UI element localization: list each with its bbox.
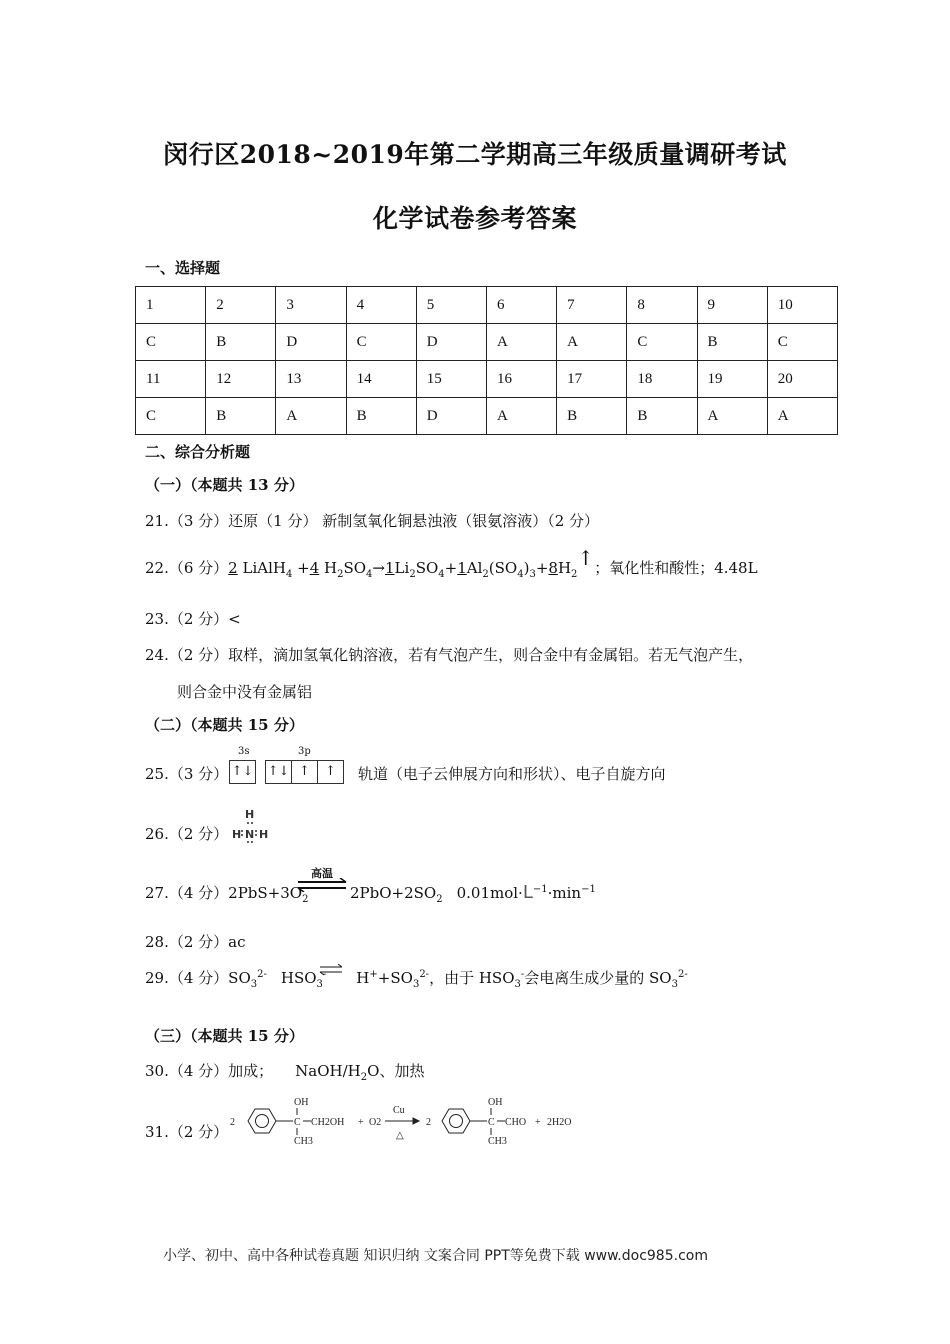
table-cell: 18: [627, 361, 697, 398]
reversible-arrow-icon: [318, 964, 344, 976]
table-cell: 15: [416, 361, 486, 398]
answer-table: [135, 286, 838, 435]
table-cell: 11: [136, 361, 206, 398]
table-cell: 1: [136, 287, 206, 324]
cho-group: CHO: [505, 1117, 527, 1128]
table-cell: B: [206, 324, 276, 361]
oh-label: OH: [488, 1097, 503, 1108]
answer-30: 30.（4 分）加成； NaOH/$H_2O$、加热: [145, 1062, 425, 1083]
table-cell: 17: [557, 361, 627, 398]
table-cell: A: [557, 324, 627, 361]
reaction-condition: 高温: [311, 867, 333, 880]
table-row: [136, 398, 838, 435]
answer-28: 28.（2 分）ac: [145, 933, 246, 951]
table-cell: C: [767, 324, 837, 361]
orbital-box: ↑: [317, 760, 344, 784]
table-cell: 4: [346, 287, 416, 324]
table-row: [136, 361, 838, 398]
part-one-heading: （一）（本题共 13 分）: [145, 476, 304, 494]
section-multiple-choice: 一、选择题: [145, 259, 221, 277]
ammonia-electron-dot-diagram: [228, 806, 272, 844]
oxygen: O2: [369, 1117, 382, 1128]
table-cell: 3: [276, 287, 346, 324]
svg-text:H: H: [259, 828, 269, 841]
orbital-label-3s: 3s: [238, 746, 250, 757]
table-cell: 8: [627, 287, 697, 324]
svg-text:N: N: [245, 828, 255, 841]
footer-text: 小学、初中、高中各种试卷真题 知识归纳 文案合同 PPT等免费下载 www.doc985.com: [163, 1248, 708, 1264]
orbital-box: ↑↓: [265, 760, 292, 784]
benzene-ring-icon: [248, 1108, 311, 1135]
answer-24-line1: 24.（2 分）取样，滴加氢氧化钠溶液，若有气泡产生，则合金中有金属铝。若无气泡产生，: [145, 646, 754, 664]
table-cell: B: [627, 398, 697, 435]
coefficient-left: 2: [230, 1117, 235, 1128]
table-cell: C: [346, 324, 416, 361]
table-cell: D: [416, 398, 486, 435]
table-cell: A: [767, 398, 837, 435]
table-cell: 14: [346, 361, 416, 398]
table-cell: C: [627, 324, 697, 361]
table-cell: 16: [486, 361, 556, 398]
table-cell: 5: [416, 287, 486, 324]
water: 2H2O: [547, 1117, 572, 1128]
plus-sign: +: [535, 1117, 541, 1128]
table-cell: 19: [697, 361, 767, 398]
table-cell: A: [486, 324, 556, 361]
table-cell: 10: [767, 287, 837, 324]
alpha-carbon: C: [488, 1117, 495, 1128]
table-cell: 2: [206, 287, 276, 324]
table-cell: A: [276, 398, 346, 435]
answer-26: 26.（2 分）: [145, 825, 229, 843]
table-row: [136, 324, 838, 361]
exam-title: 闵行区2018~2019年第二学期高三年级质量调研考试: [163, 140, 787, 169]
alpha-carbon: C: [294, 1117, 301, 1128]
part-three-heading: （三）（本题共 15 分）: [145, 1027, 304, 1045]
oh-label: OH: [294, 1097, 309, 1108]
table-cell: B: [557, 398, 627, 435]
oxidation-reaction-diagram: [225, 1094, 585, 1152]
answer-22: 22.（6 分）2 LiAlH$_4$ +4 $H_2SO_4\to 1Li_2SO_4+1Al_2(SO_4)_3+8H_2↑$；氧化性和酸性；4.48L: [145, 546, 758, 580]
orbital-box: ↑↓: [229, 760, 256, 784]
coefficient-right: 2: [426, 1117, 431, 1128]
table-cell: 13: [276, 361, 346, 398]
table-cell: A: [697, 398, 767, 435]
plus-sign: +: [358, 1117, 364, 1128]
orbital-label-3p: 3p: [298, 746, 311, 757]
ch2oh-group: CH2OH: [311, 1117, 345, 1128]
orbital-3s: [229, 760, 255, 784]
section-analysis: 二、综合分析题: [145, 443, 251, 461]
equilibrium-arrow-icon: [296, 878, 348, 892]
heat-symbol: △: [396, 1130, 404, 1141]
gas-arrow-icon: ↑: [577, 546, 595, 570]
ch3-group: CH3: [488, 1136, 507, 1147]
answer-29: 29.（4 分）$SO_3^{2-}$ $HSO_3^-$ $H^++SO_3^{2-}$，由于 $HSO_3^-$会电离生成少量的 $SO_3^{2-}$: [145, 969, 688, 990]
svg-text:H: H: [232, 828, 242, 841]
table-cell: 9: [697, 287, 767, 324]
table-cell: 20: [767, 361, 837, 398]
answer-27-right: $2PbO+2SO_2$ $0.01mol\cdot L^{-1}\cdot\min^{-1}$: [350, 882, 596, 905]
table-cell: B: [697, 324, 767, 361]
answer-23: 23.（2 分）<: [145, 610, 241, 628]
catalyst-label: Cu: [393, 1105, 405, 1116]
table-cell: C: [136, 398, 206, 435]
orbital-3p: [265, 760, 343, 784]
table-cell: 7: [557, 287, 627, 324]
benzene-ring-icon: [442, 1108, 505, 1135]
table-cell: B: [346, 398, 416, 435]
ch3-group: CH3: [294, 1136, 313, 1147]
table-cell: 12: [206, 361, 276, 398]
answer-25-text: 轨道（电子云伸展方向和形状）、电子自旋方向: [358, 765, 666, 783]
answer-24-line2: 则合金中没有金属铝: [177, 683, 313, 701]
table-cell: C: [136, 324, 206, 361]
table-cell: 6: [486, 287, 556, 324]
table-cell: B: [206, 398, 276, 435]
table-cell: A: [486, 398, 556, 435]
answer-25-prefix: 25.（3 分）: [145, 765, 229, 783]
answer-21: 21.（3 分）还原（1 分） 新制氢氧化铜悬浊液（银氨溶液）（2 分）: [145, 512, 600, 530]
table-row: [136, 287, 838, 324]
answer-key-title: 化学试卷参考答案: [372, 204, 577, 233]
part-two-heading: （二）（本题共 15 分）: [145, 716, 304, 734]
answer-31-prefix: 31.（2 分）: [145, 1123, 229, 1141]
orbital-box: ↑: [291, 760, 318, 784]
table-cell: D: [416, 324, 486, 361]
table-cell: D: [276, 324, 346, 361]
answer-27-left: 27.（4 分）$2PbS+3O_2$: [145, 884, 309, 905]
svg-text:H: H: [245, 808, 255, 821]
